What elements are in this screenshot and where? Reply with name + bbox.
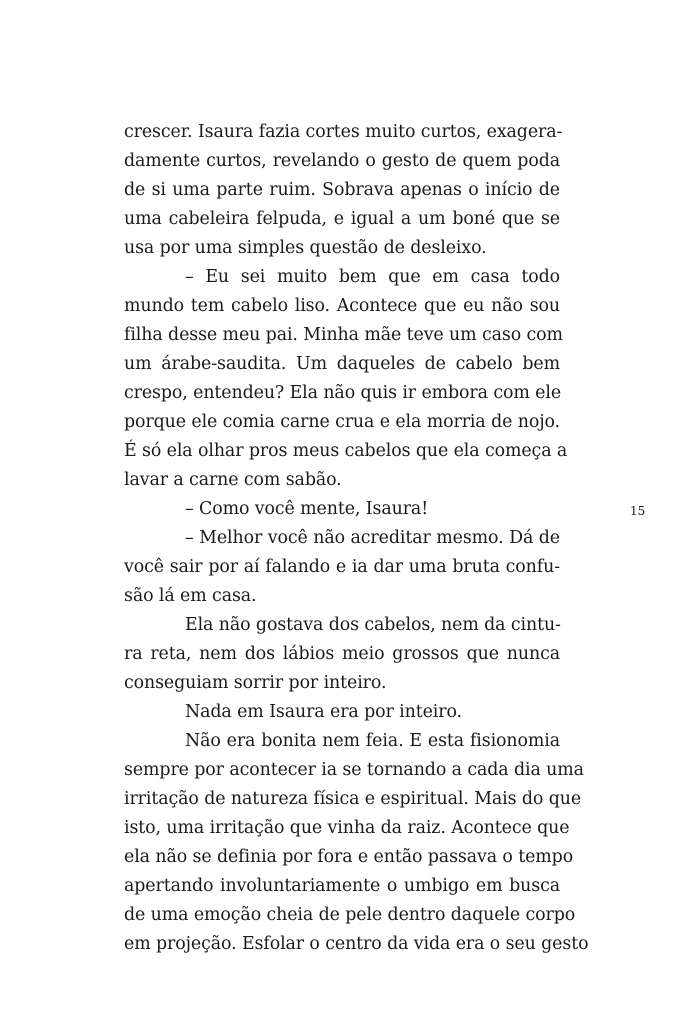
text-line: usa por uma simples questão de desleixo. bbox=[124, 238, 487, 258]
text-line: conseguiam sorrir por inteiro. bbox=[124, 673, 387, 693]
text-line: lavar a carne com sabão. bbox=[124, 470, 342, 490]
text-line: Não era bonita nem feia. E esta fisionomia bbox=[185, 731, 560, 751]
text-line: apertando involuntariamente o umbigo em busca bbox=[124, 876, 560, 896]
text-line: mundo tem cabelo liso. Acontece que eu não sou bbox=[124, 296, 560, 316]
text-line: são lá em casa. bbox=[124, 586, 257, 606]
text-line: – Melhor você não acreditar mesmo. Dá de bbox=[185, 528, 560, 548]
text-line: de uma emoção cheia de pele dentro daquele corpo bbox=[124, 905, 576, 925]
text-line: – Eu sei muito bem que em casa todo bbox=[185, 267, 560, 287]
page-number: 15 bbox=[630, 504, 646, 518]
text-line: sempre por acontecer ia se tornando a cada dia uma bbox=[124, 760, 584, 780]
text-line: você sair por aí falando e ia dar uma bruta confu- bbox=[124, 557, 560, 577]
text-line: Ela não gostava dos cabelos, nem da cintu- bbox=[185, 615, 561, 635]
text-line: um árabe-saudita. Um daqueles de cabelo bem bbox=[124, 354, 560, 374]
text-line: filha desse meu pai. Minha mãe teve um caso com bbox=[124, 325, 563, 345]
text-line: em projeção. Esfolar o centro da vida era o seu gesto bbox=[124, 934, 589, 954]
text-line: irritação de natureza física e espiritual. Mais do que bbox=[124, 789, 582, 809]
text-line: É só ela olhar pros meus cabelos que ela começa a bbox=[124, 441, 568, 461]
text-line: crespo, entendeu? Ela não quis ir embora com ele bbox=[124, 383, 562, 403]
page-body-text bbox=[124, 118, 589, 959]
text-line: uma cabeleira felpuda, e igual a um boné que se bbox=[124, 209, 560, 229]
text-line: de si uma parte ruim. Sobrava apenas o início de bbox=[124, 180, 560, 200]
text-line: ra reta, nem dos lábios meio grossos que nunca bbox=[124, 644, 560, 664]
text-line: crescer. Isaura fazia cortes muito curtos, exagera- bbox=[124, 122, 563, 142]
text-line: isto, uma irritação que vinha da raiz. Acontece que bbox=[124, 818, 570, 838]
text-line: porque ele comia carne crua e ela morria de nojo. bbox=[124, 412, 560, 432]
text-line: ela não se definia por fora e então passava o tempo bbox=[124, 847, 574, 867]
text-line: – Como você mente, Isaura! bbox=[185, 499, 429, 519]
text-line: Nada em Isaura era por inteiro. bbox=[185, 702, 462, 722]
text-line: damente curtos, revelando o gesto de quem poda bbox=[124, 151, 560, 171]
